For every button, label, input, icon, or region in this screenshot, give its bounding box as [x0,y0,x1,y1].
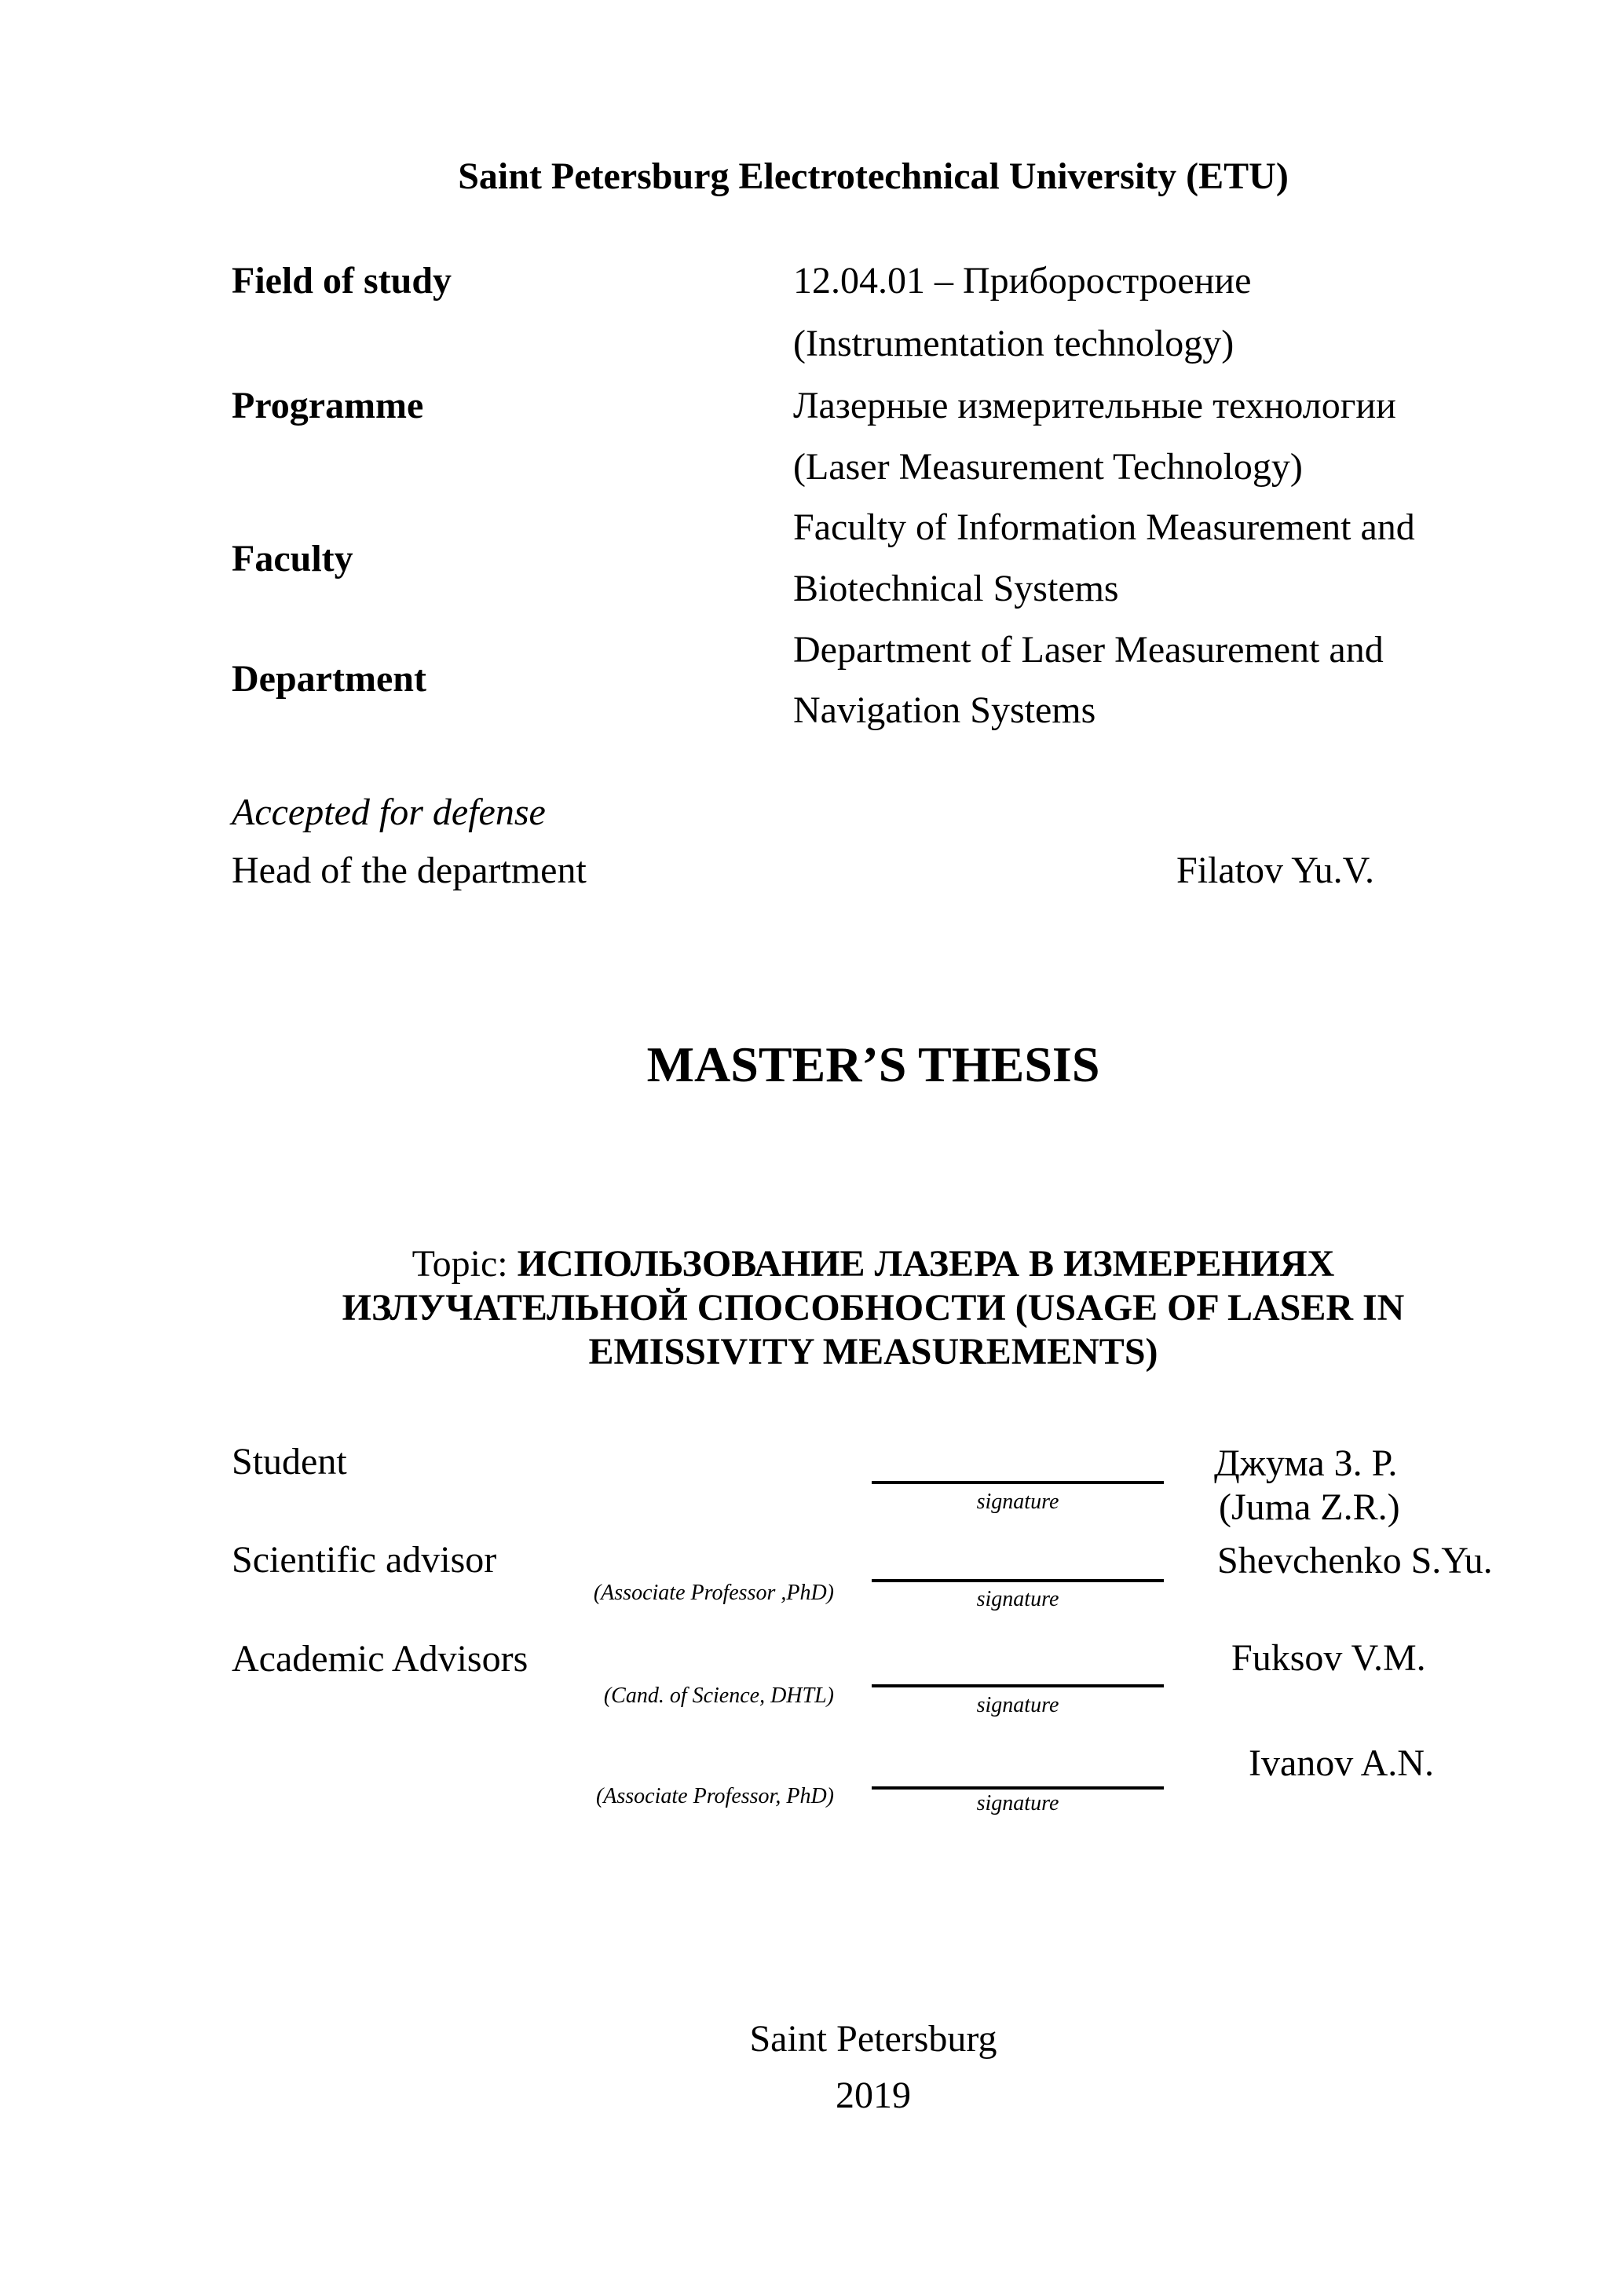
signatory-name-student: Джума З. Р. [1214,1442,1398,1484]
signatory-qualification-academic-advisor-2: (Associate Professor, PhD) [595,1784,834,1808]
topic-prefix: Topic: [411,1243,518,1285]
info-label-programme: Programme [232,385,424,426]
signatory-name-student-latin: (Juma Z.R.) [1219,1486,1400,1528]
signature-line-academic-advisor-1 [872,1684,1164,1687]
signatory-role-scientific-advisor: Scientific advisor [232,1539,497,1581]
topic-line-1 [232,1242,1515,1286]
signatory-role-academic-advisors: Academic Advisors [232,1638,529,1680]
signature-line-scientific-advisor [872,1579,1164,1582]
university-title: Saint Petersburg Electrotechnical University (ETU) [458,155,1289,197]
info-value-faculty-line1: Faculty of Information Measurement and [793,506,1415,548]
signature-caption-scientific-advisor: signature [976,1587,1059,1611]
info-label-department: Department [232,658,426,700]
signatory-name-scientific-advisor: Shevchenko S.Yu. [1217,1540,1493,1581]
signature-caption-student: signature [976,1490,1059,1514]
info-value-field-of-study-line2: (Instrumentation technology) [793,323,1234,364]
signatory-name-academic-advisor-2: Ivanov A.N. [1249,1742,1434,1784]
thesis-heading: MASTER’S THESIS [646,1036,1100,1092]
footer-year: 2019 [836,2075,911,2116]
head-of-department-label: Head of the department [232,850,587,891]
topic-line-1-text: ИСПОЛЬЗОВАНИЕ ЛАЗЕРА В ИЗМЕРЕНИЯХ [517,1243,1335,1285]
info-value-programme-line1: Лазерные измерительные технологии [793,385,1396,426]
info-value-department-line1: Department of Laser Measurement and [793,629,1384,671]
signatory-qualification-academic-advisor-1: (Cand. of Science, DHTL) [603,1684,834,1708]
signature-caption-academic-advisor-2: signature [976,1791,1059,1815]
topic-line-3: EMISSIVITY MEASUREMENTS) [588,1331,1158,1373]
footer-city: Saint Petersburg [749,2018,997,2060]
info-label-field-of-study: Field of study [232,260,452,302]
info-value-department-line2: Navigation Systems [793,689,1096,731]
info-value-programme-line2: (Laser Measurement Technology) [793,446,1303,488]
signature-line-academic-advisor-2 [872,1786,1164,1790]
signature-caption-academic-advisor-1: signature [976,1693,1059,1717]
signatory-qualification-scientific-advisor: (Associate Professor ,PhD) [593,1581,834,1605]
info-value-field-of-study-line1: 12.04.01 – Приборостроение [793,260,1252,302]
topic-line-2: ИЗЛУЧАТЕЛЬНОЙ СПОСОБНОСТИ (USAGE OF LASER IN [342,1287,1405,1329]
head-of-department-name: Filatov Yu.V. [1176,850,1375,891]
signature-line-student [872,1481,1164,1484]
info-value-faculty-line2: Biotechnical Systems [793,568,1119,609]
info-label-faculty: Faculty [232,538,353,579]
signatory-name-academic-advisor-1: Fuksov V.M. [1231,1637,1426,1679]
accepted-for-defense-note: Accepted for defense [232,792,546,833]
signatory-role-student: Student [232,1441,347,1483]
